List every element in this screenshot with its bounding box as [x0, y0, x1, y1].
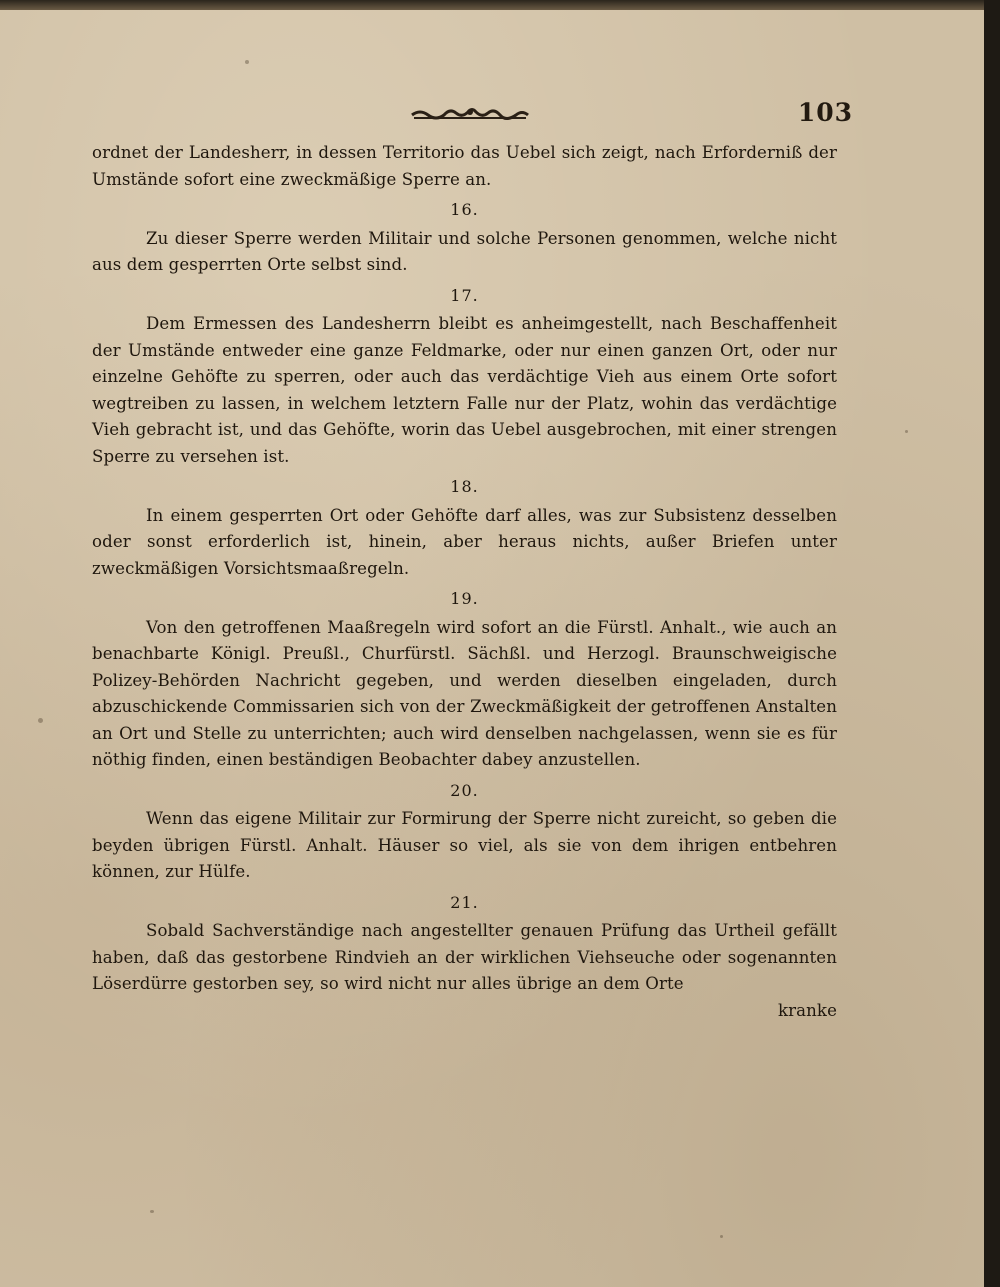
section-number-18: 18.	[450, 477, 479, 496]
section-number-17: 17.	[450, 285, 479, 305]
paper-speck	[38, 718, 43, 723]
section-number-16: 16.	[450, 200, 479, 219]
paper-speck	[150, 1210, 154, 1213]
intro-paragraph: ordnet der Landesherr, in dessen Territorio das Uebel sich zeigt, nach Erforderniß der Umstände sofort eine zweckmäßige Sperre an.	[92, 143, 837, 189]
section-text-20: Wenn das eigene Militair zur Formirung der Sperre nicht zureicht, so geben die beyden übrigen Fürstl. Anhalt. Häuser so viel, als sie von dem ihrigen entbehren können, zur Hülfe.	[92, 809, 837, 881]
section-text-19: Von den getroffenen Maaßregeln wird sofort an die Fürstl. Anhalt., wie auch an benachbarte Königl. Preußl., Churfürstl. Sächßl. und Herzogl. Braunschweigische Polizey-Behörden Nachricht gegeben, und werden dieselben eingeladen, durch abzuschickende Commissarien sich von der Zweckmäßigkeit der getroffenen Anstalten an Ort und Stelle zu unterrichten; auch wird denselben nachgelassen, wenn sie es für nöthig finden, einen beständigen Beobachter dabey anzustellen.	[92, 617, 837, 769]
section-text-21: Sobald Sachverständige nach angestellter genauen Prüfung das Urtheil gefällt haben, daß das gestorbene Rindvieh an der wirklichen Viehseuche oder sogenannten Löserdürre gestorben sey, so wird nicht nur alles übrige an dem Orte	[92, 921, 837, 993]
catchword: kranke	[777, 1000, 837, 1020]
paper-speck	[905, 430, 908, 433]
page-number: 103	[797, 98, 853, 127]
header-ornament	[410, 104, 530, 122]
paper-speck	[245, 60, 249, 64]
page-top-edge	[0, 0, 992, 10]
section-number-19: 19.	[450, 589, 479, 608]
section-text-16: Zu dieser Sperre werden Militair und solche Personen genommen, welche nicht aus dem gesperrten Orte selbst sind.	[92, 228, 837, 274]
section-number-21: 21.	[450, 892, 479, 912]
page-right-edge	[984, 0, 992, 1287]
section-text-18: In einem gesperrten Ort oder Gehöfte darf alles, was zur Subsistenz desselben oder sonst erforderlich ist, hinein, aber heraus nichts, außer Briefen unter zweckmäßigen Vorsichtsmaaßregeln.	[92, 505, 837, 578]
paper-speck	[720, 1235, 723, 1238]
page-body	[92, 140, 837, 1024]
section-number-20: 20.	[450, 780, 479, 800]
section-text-17: Dem Ermessen des Landesherrn bleibt es anheimgestellt, nach Beschaffenheit der Umstände entweder eine ganze Feldmarke, oder nur einen ganzen Ort, oder nur einzelne Gehöfte zu sperren, oder auch das verdächtige Vieh aus einem Orte sofort wegtreiben zu lassen, in welchem letztern Falle nur der Platz, wohin das verdächtige Vieh gebracht ist, und das Gehöfte, worin das Uebel ausgebrochen, mit einer strengen Sperre zu versehen ist.	[92, 314, 837, 466]
